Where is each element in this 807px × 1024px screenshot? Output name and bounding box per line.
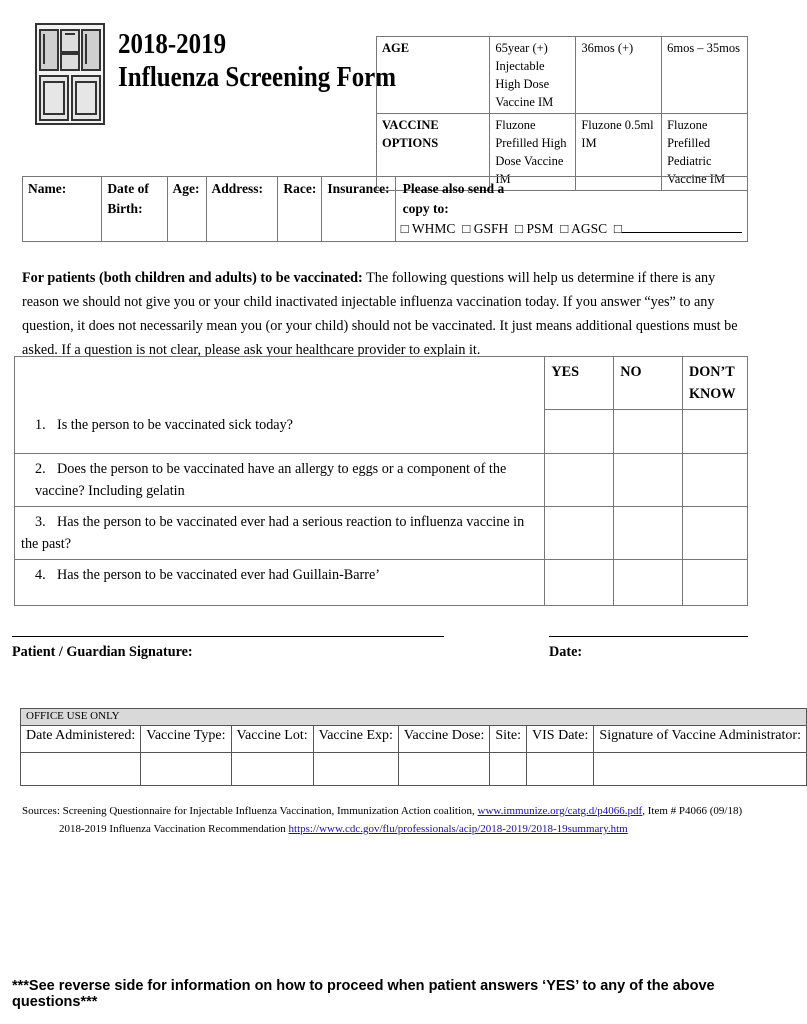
col-no: NO xyxy=(614,357,683,410)
screening-questions-table xyxy=(14,356,748,606)
vaccine-lot-field: Vaccine Lot: xyxy=(231,726,313,753)
vaccine-dose-field: Vaccine Dose: xyxy=(398,726,489,753)
question-3-num: 3. xyxy=(35,514,46,530)
copy-option-agsc[interactable]: □ AGSC xyxy=(560,221,608,236)
question-row-1 xyxy=(15,410,748,454)
vaccine-options-table xyxy=(376,36,748,191)
site-field: Site: xyxy=(490,726,527,753)
race-field[interactable]: Race: xyxy=(278,177,322,242)
intro-text: The following questions will help us determine if there is any reason we should not give you or your child inactivated injectable influenza vaccination today. If you answer “yes” to any question, it does not necessarily mean you (or your child) should not be vaccinated. It just means additional questions must be asked. If a question is not clear, please ask your healthcare provider to explain it. xyxy=(22,270,738,358)
question-4-text: Has the person to be vaccinated ever had Guillain-Barre’ xyxy=(57,567,381,583)
vaccine-option-standard: Fluzone 0.5ml IM xyxy=(576,114,662,191)
q2-dontknow-cell[interactable] xyxy=(683,454,748,507)
question-4-num: 4. xyxy=(35,567,46,583)
question-row-4 xyxy=(15,560,748,606)
vaccine-type-input[interactable] xyxy=(141,753,231,786)
copy-option-other[interactable]: □ xyxy=(613,221,622,236)
q4-no-cell[interactable] xyxy=(614,560,683,606)
question-2-text: Does the person to be vaccinated have an allergy to eggs or a component of the vaccine? Including gelatin xyxy=(35,461,507,499)
office-use-table xyxy=(20,708,807,786)
question-row-3 xyxy=(15,507,748,560)
reverse-side-note: ***See reverse side for information on how to proceed when patient answers ‘YES’ to any of the above questions*** xyxy=(12,978,715,1010)
sources-line-1-suffix: , Item # P4066 (09/18) xyxy=(642,805,743,817)
date-label: Date: xyxy=(549,644,583,660)
send-copy-options xyxy=(401,219,742,239)
q3-dontknow-cell[interactable] xyxy=(683,507,748,560)
vaccine-option-pediatric: Fluzone Prefilled Pediatric Vaccine IM xyxy=(662,114,748,191)
intro-bold: For patients (both children and adults) to be vaccinated: xyxy=(22,270,363,286)
title-year: 2018-2019 xyxy=(118,28,227,60)
insurance-field[interactable]: Insurance: xyxy=(322,177,395,242)
q1-no-cell[interactable] xyxy=(614,410,683,454)
immunize-link[interactable]: www.immunize.org/catg.d/p4066.pdf xyxy=(477,805,643,817)
administrator-signature-input[interactable] xyxy=(594,753,807,786)
date-administered-input[interactable] xyxy=(21,753,141,786)
vaccine-exp-field: Vaccine Exp: xyxy=(313,726,398,753)
send-copy-field xyxy=(395,177,747,242)
q4-yes-cell[interactable] xyxy=(545,560,614,606)
q2-no-cell[interactable] xyxy=(614,454,683,507)
copy-option-whmc[interactable]: □ WHMC xyxy=(400,221,456,236)
vaccine-option-high-dose: Fluzone Prefilled High Dose Vaccine IM xyxy=(490,114,576,191)
copy-option-gsfh[interactable]: □ GSFH xyxy=(462,221,509,236)
send-copy-label: Please also send a copy to: xyxy=(402,181,505,216)
q2-yes-cell[interactable] xyxy=(545,454,614,507)
hospital-logo-icon xyxy=(34,22,106,126)
question-4 xyxy=(15,560,545,606)
patient-info-table xyxy=(22,176,748,242)
vis-date-input[interactable] xyxy=(527,753,594,786)
date-signature-line[interactable] xyxy=(549,636,748,637)
sources-block xyxy=(22,802,750,838)
sources-line-1 xyxy=(22,802,750,820)
question-header-blank xyxy=(15,357,545,410)
age-header: AGE xyxy=(377,37,490,114)
site-input[interactable] xyxy=(490,753,527,786)
sources-line-2 xyxy=(22,820,750,838)
q1-yes-cell[interactable] xyxy=(545,410,614,454)
intro-paragraph xyxy=(22,266,750,362)
sources-line-1-text: Sources: Screening Questionnaire for Injectable Influenza Vaccination, Immunization Action coalition, xyxy=(22,805,478,817)
vaccine-dose-input[interactable] xyxy=(398,753,489,786)
q1-dontknow-cell[interactable] xyxy=(683,410,748,454)
question-1-text: Is the person to be vaccinated sick today? xyxy=(57,416,293,433)
address-field[interactable]: Address: xyxy=(206,177,278,242)
age-option-36mos: 36mos (+) xyxy=(576,37,662,114)
title-name: Influenza Screening Form xyxy=(118,61,397,93)
vaccine-options-header: VACCINE OPTIONS xyxy=(377,114,490,191)
col-yes: YES xyxy=(545,357,614,410)
question-3-text: Has the person to be vaccinated ever had a serious reaction to influenza vaccine in the past? xyxy=(21,514,525,552)
date-administered-field: Date Administered: xyxy=(21,726,141,753)
name-field[interactable]: Name: xyxy=(23,177,102,242)
age-option-6mos: 6mos – 35mos xyxy=(662,37,748,114)
question-2-num: 2. xyxy=(35,461,46,477)
question-1 xyxy=(15,410,545,454)
sources-line-2-text: 2018-2019 Influenza Vaccination Recommendation xyxy=(59,823,289,835)
patient-signature-label: Patient / Guardian Signature: xyxy=(12,644,193,660)
q3-no-cell[interactable] xyxy=(614,507,683,560)
question-1-num: 1. xyxy=(35,416,46,433)
col-dont-know: DON’T KNOW xyxy=(683,357,748,410)
office-use-header: OFFICE USE ONLY xyxy=(21,709,807,726)
vis-date-field: VIS Date: xyxy=(527,726,594,753)
vaccine-lot-input[interactable] xyxy=(231,753,313,786)
vaccine-exp-input[interactable] xyxy=(313,753,398,786)
dob-field[interactable]: Date of Birth: xyxy=(102,177,167,242)
age-field[interactable]: Age: xyxy=(167,177,206,242)
form-title xyxy=(118,28,396,94)
copy-option-psm[interactable]: □ PSM xyxy=(514,221,554,236)
question-row-2 xyxy=(15,454,748,507)
vaccine-type-field: Vaccine Type: xyxy=(141,726,231,753)
age-option-65: 65year (+) Injectable High Dose Vaccine IM xyxy=(490,37,576,114)
administrator-signature-field: Signature of Vaccine Administrator: xyxy=(594,726,807,753)
q3-yes-cell[interactable] xyxy=(545,507,614,560)
q4-dontknow-cell[interactable] xyxy=(683,560,748,606)
cdc-link[interactable]: https://www.cdc.gov/flu/professionals/acip/2018-2019/2018-19summary.htm xyxy=(288,823,628,835)
patient-signature-line[interactable] xyxy=(12,636,444,637)
copy-other-line[interactable] xyxy=(622,232,742,233)
question-3 xyxy=(15,507,545,560)
question-2 xyxy=(15,454,545,507)
